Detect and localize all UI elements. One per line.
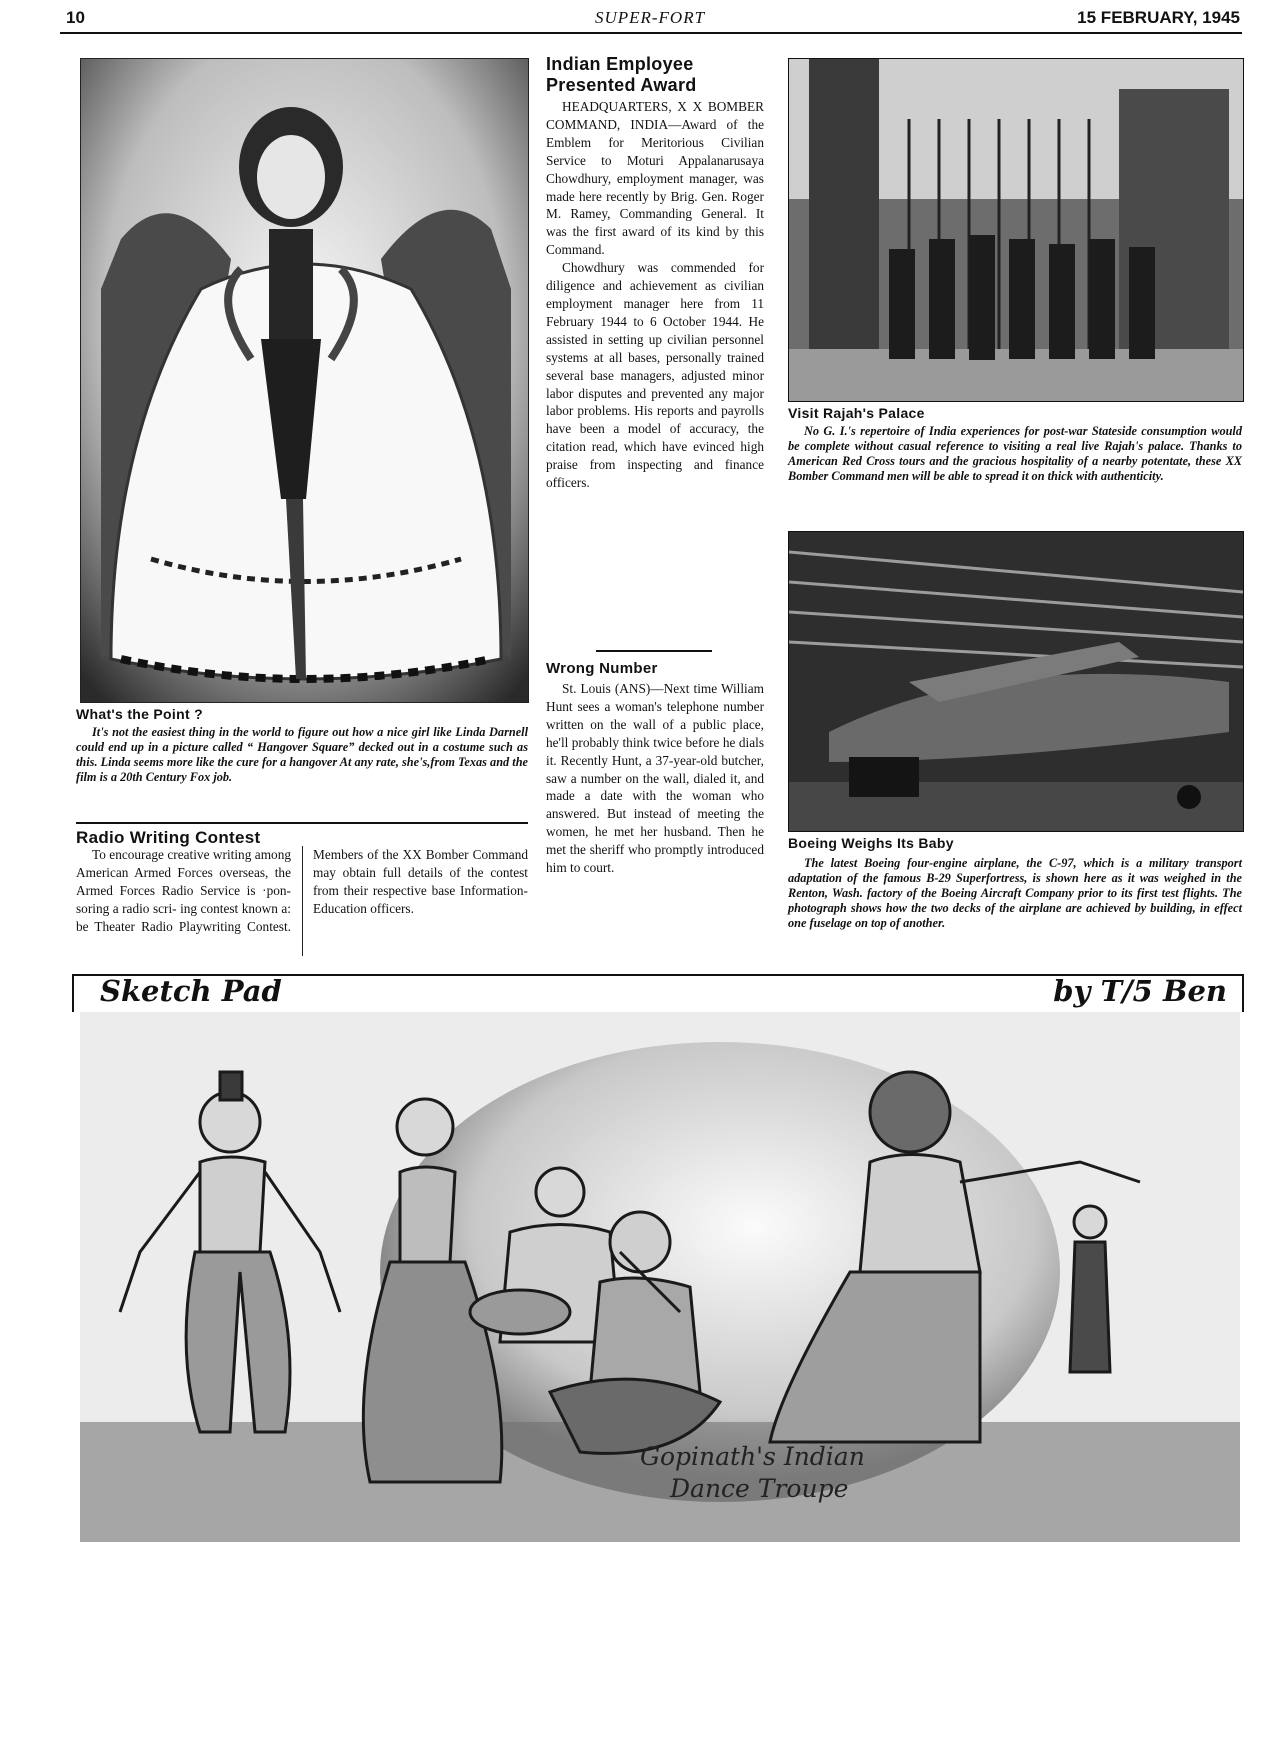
wrong-number-body: [546, 680, 764, 877]
boeing-photo-caption: The latest Boeing four-engine airplane, the C-97, which is a military transport adaptation of the famous B-29 Superfortress, is shown here as it was weighed in the Renton, Wash. factory of the Boeing Aircraft Company prior to its first test flights. The photograph shows how the two decks of the airplane are achieved by building, in effect one fuselage on top of another.: [788, 856, 1242, 930]
story-separator: [596, 650, 712, 652]
sketch-caption-line1: Gopinath's Indian: [640, 1442, 865, 1471]
masthead-rule: [60, 32, 1242, 34]
sketch-pad-title: Sketch Pad: [100, 974, 282, 1008]
wrong-number-text: St. Louis (ANS)—Next time William Hunt sees a woman's telephone number written on the wall of a public place, he'll probably think twice before he dials it. Recently Hunt, a 37-year-old butcher, saw a number on the wall, dialed it, and made a date with the woman who answered. But instead of meeting the women, he met her husband. Then he met the sheriff who promptly introduced him to court.: [546, 681, 764, 876]
radio-contest-body: [76, 846, 528, 956]
award-headline-line1: Indian Employee: [546, 54, 694, 74]
boeing-photo-headline: Boeing Weighs Its Baby: [788, 835, 954, 851]
award-paragraph-2: Chowdhury was commended for diligence and achievement as civilian employment manager here from 11 February 1944 to 6 October 1944. He assisted in setting up civilian personnel systems at all bases, personally trained several base managers, adjusted minor labor disputes and prevented any major labor problems. His reports and payrolls have been a model of accuracy, the citation read, which have evinced high praise from inspecting and finance officers.: [546, 260, 764, 491]
award-headline-line2: Presented Award: [546, 75, 697, 95]
rajah-palace-photo: [788, 58, 1244, 402]
award-paragraph-1: HEADQUARTERS, X X BOMBER COMMAND, INDIA—Award of the Emblem for Meritorious Civilian Service to Moturi Appalanarusaya Chowdhury, employment manager, was made here recently by Brig. Gen. Roger M. Ramey, Commanding General. It was the first award of its kind by this Command.: [546, 99, 764, 258]
boeing-factory-photo: [788, 531, 1244, 832]
issue-date: 15 FEBRUARY, 1945: [1077, 8, 1240, 27]
sketch-pad-byline: by T/5 Ben: [1053, 974, 1227, 1008]
rajah-photo-caption: No G. I.'s repertoire of India experiences for post-war Stateside consumption would be complete without casual reference to visiting a real live Rajah's palace. Thanks to American Red Cross tours and the gracious hospitality of a nearby potentate, these XX Bomber Command men will be able to spread it on thick with authenticity.: [788, 424, 1242, 483]
linda-photo-headline: What's the Point ?: [76, 706, 203, 722]
paper-name: SUPER-FORT: [594, 8, 706, 27]
wrong-number-headline: Wrong Number: [546, 660, 658, 677]
radio-contest-text: To encourage creative writing among American Armed Forces overseas, the Armed Forces Radio Service is ·pon- soring a radio scri- ing contest known a: be Theater Radio Playwriting Contest. Members of the XX Bomber Command may obtain full details of the contest from their respective base Information-Education officers.: [76, 847, 528, 934]
sketch-caption-line2: Dance Troupe: [670, 1474, 849, 1503]
sketch-pad-left-bar: [72, 974, 74, 1012]
sketch-pad-right-bar: [1242, 974, 1244, 1012]
rajah-photo-headline: Visit Rajah's Palace: [788, 405, 925, 421]
page-number: 10: [66, 8, 85, 27]
linda-darnell-photo: [80, 58, 529, 703]
award-story-body: [546, 98, 764, 492]
linda-photo-caption: It's not the easiest thing in the world to figure out how a nice girl like Linda Darnell could end up in a picture called “ Hangover Square” decked out in a costume such as this. Linda seems more like the cure for a hangover At any rate, she's,from Texas and the film is a 20th Century Fox job.: [76, 725, 528, 784]
dance-troupe-sketch: [80, 1012, 1240, 1542]
dancer-figure-illustration: [81, 59, 528, 702]
column-rule-left: [76, 822, 528, 824]
radio-contest-headline: Radio Writing Contest: [76, 828, 261, 847]
c97-airplane-photo: [789, 532, 1243, 831]
palace-gate-group-photo: [789, 59, 1243, 401]
